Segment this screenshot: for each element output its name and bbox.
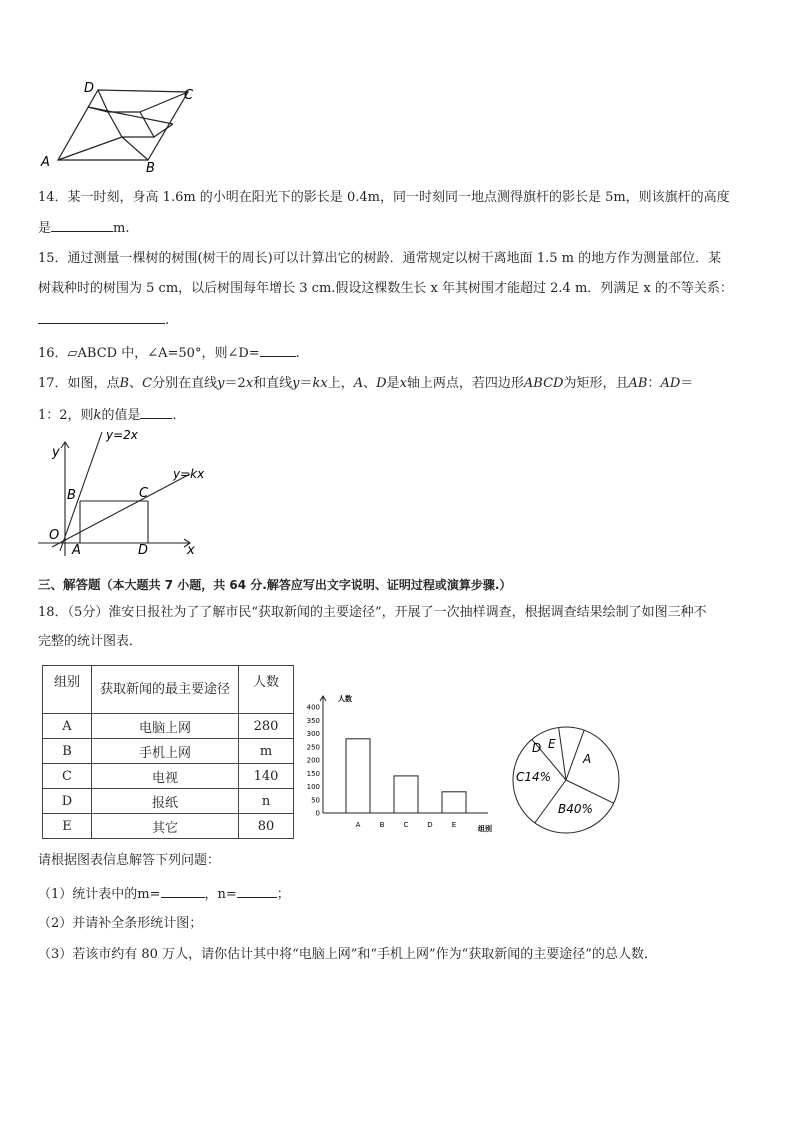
table-row <box>43 714 294 739</box>
cell-count: n <box>239 789 294 814</box>
pie-chart <box>508 718 624 838</box>
table-row <box>43 739 294 764</box>
y-tick-label: 150 <box>306 769 320 778</box>
pie-label-C: C14% <box>516 770 552 784</box>
cell-channel: 报纸 <box>92 789 239 814</box>
coordinate-figure <box>38 426 218 558</box>
question-18-sub1: （1）统计表中的m= ，n= ； <box>38 887 290 902</box>
bar-A <box>346 739 370 813</box>
question-17-line2: 1：2，则k的值是 ． <box>38 408 186 423</box>
y-tick-label: 250 <box>306 743 320 752</box>
cell-count: 280 <box>239 714 294 739</box>
question-18-line2: 完整的统计图表． <box>38 634 143 649</box>
header-group: 组别 <box>43 666 92 714</box>
point-A: A <box>72 543 81 558</box>
bar-E <box>442 792 466 813</box>
question-18-sub2: （2）并请补全条形统计图； <box>38 916 203 931</box>
y-tick-label: 200 <box>306 756 320 765</box>
label-D: D <box>84 81 95 96</box>
x-tick-label: C <box>403 821 409 829</box>
point-B: B <box>67 488 76 503</box>
pie-label-B: B40% <box>558 802 593 816</box>
pie-label-D: D <box>532 741 542 755</box>
cell-group: D <box>43 789 92 814</box>
question-15-line2: 树栽种时的树围为 5 cm，以后树围每年增长 3 cm.假设这棵数生长 x 年其树围才能超过 2.4 m．列满足 x 的不等关系： <box>38 281 733 296</box>
cell-group: B <box>43 739 92 764</box>
label-B: B <box>146 161 155 175</box>
point-D: D <box>138 543 149 558</box>
bar-C <box>394 776 418 813</box>
x-axis-label: x <box>187 543 195 558</box>
pie-label-A: A <box>583 752 592 766</box>
answer-blank-17[interactable] <box>140 406 172 419</box>
header-channel: 获取新闻的最主要途径 <box>92 666 239 714</box>
label-C: C <box>184 88 194 103</box>
x-tick-label: E <box>451 821 457 829</box>
answer-blank-n[interactable] <box>237 885 277 898</box>
question-14-line1: 14．某一时刻，身高 1.6m 的小明在阳光下的影长是 0.4m，同一时刻同一地点测得旗杆的影长是 5m，则该旗杆的高度 <box>38 190 730 205</box>
origin-label: O <box>49 528 60 543</box>
cell-count: 80 <box>239 814 294 839</box>
cell-channel: 其它 <box>92 814 239 839</box>
table-row <box>43 764 294 789</box>
y-tick-label: 400 <box>306 703 320 712</box>
y-axis-label: 人数 <box>338 695 352 703</box>
y-tick-label: 100 <box>306 783 320 791</box>
table-row <box>43 789 294 814</box>
cell-count: m <box>239 739 294 764</box>
question-15-line3: . <box>38 311 169 329</box>
header-count: 人数 <box>239 666 294 714</box>
bar-chart <box>298 690 510 838</box>
x-tick-label: B <box>379 821 385 829</box>
answer-blank-14[interactable] <box>51 219 113 232</box>
statistics-table <box>42 665 294 839</box>
question-15-line1: 15．通过测量一棵树的树围(树干的周长)可以计算出它的树龄．通常规定以树干离地面 1.5 m 的地方作为测量部位．某 <box>38 251 722 266</box>
table-row <box>43 814 294 839</box>
y-tick-label: 0 <box>315 809 320 818</box>
question-18-line1: 18．（5分）淮安日报社为了了解市民“获取新闻的主要途径”，开展了一次抽样调查，根据调查结果绘制了如图三种不 <box>38 605 707 620</box>
label-A: A <box>41 155 50 170</box>
y-tick-label: 300 <box>306 730 320 738</box>
cell-channel: 手机上网 <box>92 739 239 764</box>
x-axis-label: 组别 <box>478 825 492 833</box>
point-C: C <box>139 486 149 501</box>
line-label-2x: y=2x <box>106 428 138 442</box>
y-tick-label: 350 <box>306 716 320 725</box>
question-16: 16．▱ABCD 中，∠A=50°，则∠D= . <box>38 346 300 361</box>
parallelogram-figure <box>38 80 208 175</box>
cell-group: E <box>43 814 92 839</box>
cell-channel: 电脑上网 <box>92 714 239 739</box>
cell-group: C <box>43 764 92 789</box>
table-header-row <box>43 666 294 714</box>
x-tick-label: D <box>427 821 433 829</box>
cell-channel: 电视 <box>92 764 239 789</box>
pie-label-E: E <box>548 737 556 751</box>
answer-blank-16[interactable] <box>260 344 296 357</box>
question-18-prompt: 请根据图表信息解答下列问题： <box>38 853 221 868</box>
section-heading: 三、解答题（本大题共 7 小题，共 64 分.解答应写出文字说明、证明过程或演算步骤.） <box>38 577 512 592</box>
cell-count: 140 <box>239 764 294 789</box>
answer-blank-m[interactable] <box>161 885 205 898</box>
answer-blank-15[interactable] <box>38 311 165 324</box>
question-14-line2: 是 m. <box>38 221 130 236</box>
question-18-sub3: （3）若该市约有 80 万人，请你估计其中将“电脑上网”和“手机上网”作为“获取新闻的主要途径”的总人数． <box>38 947 657 962</box>
line-label-kx: y=kx <box>173 467 205 481</box>
x-tick-label: A <box>355 821 361 829</box>
y-tick-label: 50 <box>311 796 320 805</box>
y-axis-label: y <box>52 445 60 460</box>
question-17-line1: 17．如图，点B、C分别在直线y＝2x和直线y＝kx上，A、D是x轴上两点，若四边形ABCD为矩形，且AB：AD＝ <box>38 376 694 391</box>
cell-group: A <box>43 714 92 739</box>
